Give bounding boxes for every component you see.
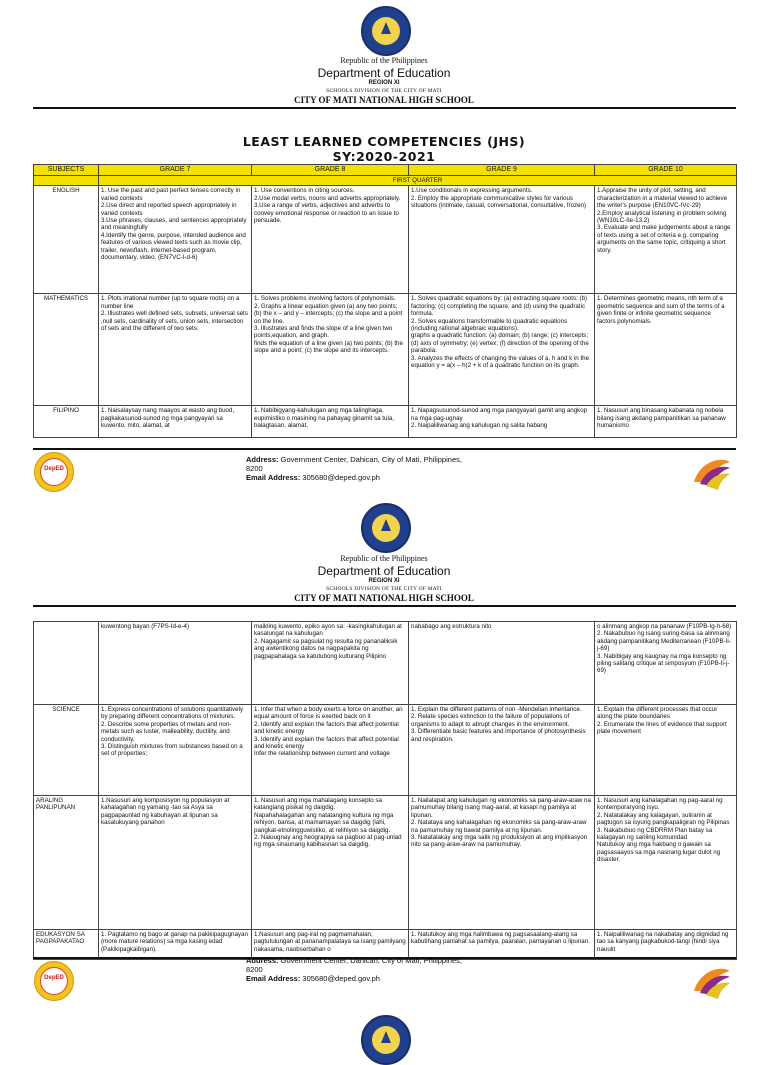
- region-label: REGION XI: [368, 578, 400, 584]
- grade10-cell: o alinmang angkop na pananaw (F10PB-Ig-h-68) 2. Nakabubuo ng isang suring-basa sa alinmang akdang pampanitikang Mediterranean (F10PB-Ii-j-69) 3. Nabibigay ang kaugnay na mga konsepto ng piling salitang critique at simposyum (F10PB-Ii-j-69): [595, 622, 737, 705]
- grade10-cell: 1. Determines geometric means, nth term of a geometric sequence and sum of the terms of a given finite or infinite geometric sequence factors polynomials.: [595, 294, 737, 406]
- table-row-edukasyon-sa-pagpapakatao: [34, 930, 737, 960]
- grade9-cell: 1.Use conditionals in expressing arguments. 2. Employ the appropriate communicative styles for various situations (intimate, casual, conversational, consultative, frozen): [409, 186, 595, 294]
- deped-logo-icon: DepED: [34, 452, 74, 492]
- grade7-cell: 1. Plots irrational number (up to square roots) on a number line 2. Illustrates well defined sets, subsets, universal sets ,null sets, cardinality of sets, union sets, intersection of sets and the different of two sets.: [99, 294, 252, 406]
- table-row-filipino: [34, 406, 737, 438]
- grade7-cell: 1. Naisalaysay nang maayos at wasto ang buod, pagkakasunod-sunod ng mga pangyayari sa kuwento, mito, alamat, at: [99, 406, 252, 438]
- school-year: SY:2020-2021: [332, 149, 436, 164]
- republic-label: Republic of the Philippines: [340, 554, 428, 563]
- division-label: SCHOOLS DIVISION OF THE CITY OF MATI: [326, 586, 442, 592]
- grade8-cell: 1. Use conventions in citing sources. 2.Use modal verbs, nouns and adverbs appropriately. 3.Use a range of verbs, adjectives and adverbs to convey emotional response or reaction to an issue to persuade.: [252, 186, 409, 294]
- competencies-table-page-2: [33, 621, 737, 960]
- table-row-mathematics: [34, 294, 737, 406]
- deped-seal-icon: [361, 6, 411, 56]
- grade8-cell: 1. Nasusuri ang mga mahalagang konsepto sa katangiang pisikal ng daigdig. Napahahalagahan ang natatanging kultura ng mga rehiyon, bansa, at mamamayan sa daigdig (lahi, pangkat-etnolingguwistiko, at relihiyon sa daigdig. 2. Naiuugnay ang heograpiya sa pagbuo at pag-unlad ng mga sinaunang kabihasnan sa daigdig.: [252, 796, 409, 930]
- subject-cell: MATHEMATICS: [34, 294, 99, 406]
- subject-cell: SCIENCE: [34, 705, 99, 796]
- quarter-label: FIRST QUARTER: [99, 176, 737, 186]
- competencies-table-page-1: [33, 164, 737, 438]
- grade8-cell: 1. Nabibigyang-kahulugan ang mga talinghaga, eupimistiko o masining na pahayag ginamit sa tula, balagtasan, alamat,: [252, 406, 409, 438]
- grade9-cell: 1. Napagsusunod-sunod ang mga pangyayari gamit ang angkop na mga pag-ugnay 2. Naipaliliwanag ang kahulugan ng salita habang: [409, 406, 595, 438]
- department-label: Department of Education: [317, 564, 451, 578]
- subject-cell: FILIPINO: [34, 406, 99, 438]
- document-page-2: [0, 495, 768, 1024]
- header-grade-9: GRADE 9: [409, 165, 595, 176]
- region-label: REGION XI: [368, 80, 400, 86]
- header-subjects: SUBJECTS: [34, 165, 99, 176]
- table-row-science: [34, 705, 737, 796]
- republic-label: Republic of the Philippines: [340, 56, 428, 65]
- grade10-cell: 1. Nasusuri ang binasang kabanata ng nobela bilang isang akdang pampanitikan sa pananaw humanismo: [595, 406, 737, 438]
- deped-logo-icon: DepED: [34, 961, 74, 1001]
- swirl-logo-icon: [690, 961, 734, 1003]
- header-grade-7: GRADE 7: [99, 165, 252, 176]
- grade10-cell: 1. Explain the different processes that occur along the plate boundaries 2. Enumerate the lines of evidence that support plate movement: [595, 705, 737, 796]
- grade7-cell: 1.Nasusuri ang komposisyon ng populasyon at kahalagahan ng yamang -tao sa Asya sa pagpapaunlad ng kabuhayan at lipunan sa kasalukuyang panahon: [99, 796, 252, 930]
- table-row-english: [34, 186, 737, 294]
- deped-seal-icon: [361, 503, 411, 553]
- header-divider: [33, 605, 736, 607]
- footer-address: Address: Government Center, Dahican, City of Mati, Philippines, 8200 Email Address: 305680@deped.gov.ph: [246, 956, 462, 983]
- school-name: CITY OF MATI NATIONAL HIGH SCHOOL: [294, 593, 474, 603]
- swirl-logo-icon: [690, 452, 734, 494]
- grade8-cell: 1.Nasusuri ang pag-iral ng pagmamahalan, pagtutulungan at pananampalataya sa isang pamilyang nakasama, naobserbahan o: [252, 930, 409, 960]
- grade7-cell: kuwentong bayan (F7PS-Id-e-4): [99, 622, 252, 705]
- footer-divider: [33, 448, 736, 450]
- header-grade-8: GRADE 8: [252, 165, 409, 176]
- document-title: LEAST LEARNED COMPETENCIES (JHS): [242, 134, 526, 149]
- deped-seal-icon: [361, 1015, 411, 1065]
- header-grade-10: GRADE 10: [595, 165, 737, 176]
- header-divider: [33, 107, 736, 109]
- footer-address: Address: Government Center, Dahican, City of Mati, Philippines, 8200 Email Address: 305680@deped.gov.ph: [246, 455, 462, 482]
- table-row-araling-panlipunan: [34, 796, 737, 930]
- grade9-cell: 1. Natutukoy ang mga halimbawa ng pagsasaalang-alang sa kabutihang panlahat sa pamilya, paaralan, pamayanan o lipunan.: [409, 930, 595, 960]
- subject-cell: ARALING PANLIPUNAN: [34, 796, 99, 930]
- grade8-cell: 1. Infer that when a body exerts a force on another, an equal amount of force is exerted back on it 2. Identify and explain the factors that affect potential and kinetic energy 3. Identify and explain the factors that affect potential and kinetic energy Infer the relationship between current and voltage: [252, 705, 409, 796]
- grade10-cell: 1.Appraise the unity of plot, setting, and characterization in a material viewed to achieve the writer's purpose (EN10VC-IVc-29) 2.Employ analytical listening in problem solving (WN10LC-IIe-13.2) 3. Evaluate and make judgements about a range of texts using a set of criteria e.g. comparing arguments on the same topic, critiquing a short story.: [595, 186, 737, 294]
- grade10-cell: 1. Nasusuri ang kahalagahan ng pag-aaral ng kontemporaryong isyu. 2. Natatalakay ang kalagayan, suliranin at pagtugon sa isyung pangkapaligiran ng Pilipinas 3. Nakabubuo ng CBDRRM Plan batay sa kalagayan ng sariling komunidad Natutukoy ang mga hakbang o gawain sa pagsasaayos sa mga nasirang lugar dulot ng disaster.: [595, 796, 737, 930]
- document-page-1: [0, 0, 768, 490]
- grade7-cell: 1. Use the past and past perfect tenses correctly in varied contexts 2.Use direct and reported speech appropriately in varied contexts 3.Use phrases, clauses, and sentences appropriately and meaningfully 4.Identify the genre, purpose, intended audience and features of various viewed texts such as movie clip, trailer, newsflash, internet-based program, documentary, video. (EN7VC-I-d-6): [99, 186, 252, 294]
- subject-cell: EDUKASYON SA PAGPAPAKATAO: [34, 930, 99, 960]
- grade9-cell: 1. Nailalapat ang kahulugan ng ekonomiks sa pang-araw-araw na pamumuhay bilang isang mag-aaral, at kasapi ng pamilya at lipunan. 2. Natataya ang kahalagahan ng ekonomiks sa pang-araw-araw na pamumuhay ng bawat pamilya at ng lipunan. 3. Natatalakay ang mga salik ng produksiyon at ang implikasyon nito sa pang-araw-araw na pamumuhay.: [409, 796, 595, 930]
- subject-cell: [34, 622, 99, 705]
- grade7-cell: 1. Pagtatamo ng bago at ganap na pakikipagugnayan (more mature relations) sa mga kasing edad (Pakikipagkaibigan).: [99, 930, 252, 960]
- division-label: SCHOOLS DIVISION OF THE CITY OF MATI: [326, 88, 442, 94]
- grade8-cell: 1. Solves problems involving factors of polynomials. 2. Graphs a linear equation given (a) any two points; (b) the x – and y – intercepts; (c) the slope and a point on the line. 3. Illustrates and finds the slope of a line given two points,equation, and graph. finds the equation of a line given (a) two points; (b) the slope and a point; (c) the slope and its intercepts.: [252, 294, 409, 406]
- school-name: CITY OF MATI NATIONAL HIGH SCHOOL: [294, 95, 474, 105]
- grade10-cell: 1. Naipaliliwanag na nakabatay ang dignidad ng tao sa kanyang pagkabukod-tangi (hindi siya nauulit: [595, 930, 737, 960]
- grade8-cell: maikling kuwento, epiko ayon sa: -kasingkahulugan at kasalungat na kahulugan 2. Nagagamit sa pagsulat ng resulta ng pananaliksik ang awtentikong datos na nagpapakita ng pagpapahalaga sa katutubong kulturang Pilipino: [252, 622, 409, 705]
- department-label: Department of Education: [317, 66, 451, 80]
- subject-cell: ENGLISH: [34, 186, 99, 294]
- table-row-filipino-continued: [34, 622, 737, 705]
- grade9-cell: nababago ang estruktura nito: [409, 622, 595, 705]
- grade9-cell: 1. Solves quadratic equations by: (a) extracting square roots; (b) factoring; (c) completing the square; and (d) using the quadratic formula. 2. Solves equations transformable to quadratic equations (including rational algebraic equations). graphs a quadratic function: (a) domain; (b) range; (c) intercepts; (d) axis of symmetry; (e) vertex; (f) direction of the opening of the parabola. 3. Analyzes the effects of changing the values of a, h and k in the equation y = a(x – h)2 + k of a quadratic function on its graph.: [409, 294, 595, 406]
- grade9-cell: 1. Explain the different patterns of non -Mendelian inheritance. 2. Relate species extinction to the failure of populations of organisms to adapt to abrupt changes in the environment. 3. Differentiate basic features and importance of photosynthesis and respiration.: [409, 705, 595, 796]
- grade7-cell: 1. Express concentrations of solutions quantitatively by preparing different concentrations of mixtures. 2. Describe some properties of metals and non-metals such as luster, malleability, ductility, and conductivity. 3. Distinguish mixtures from substances based on a set of properties;: [99, 705, 252, 796]
